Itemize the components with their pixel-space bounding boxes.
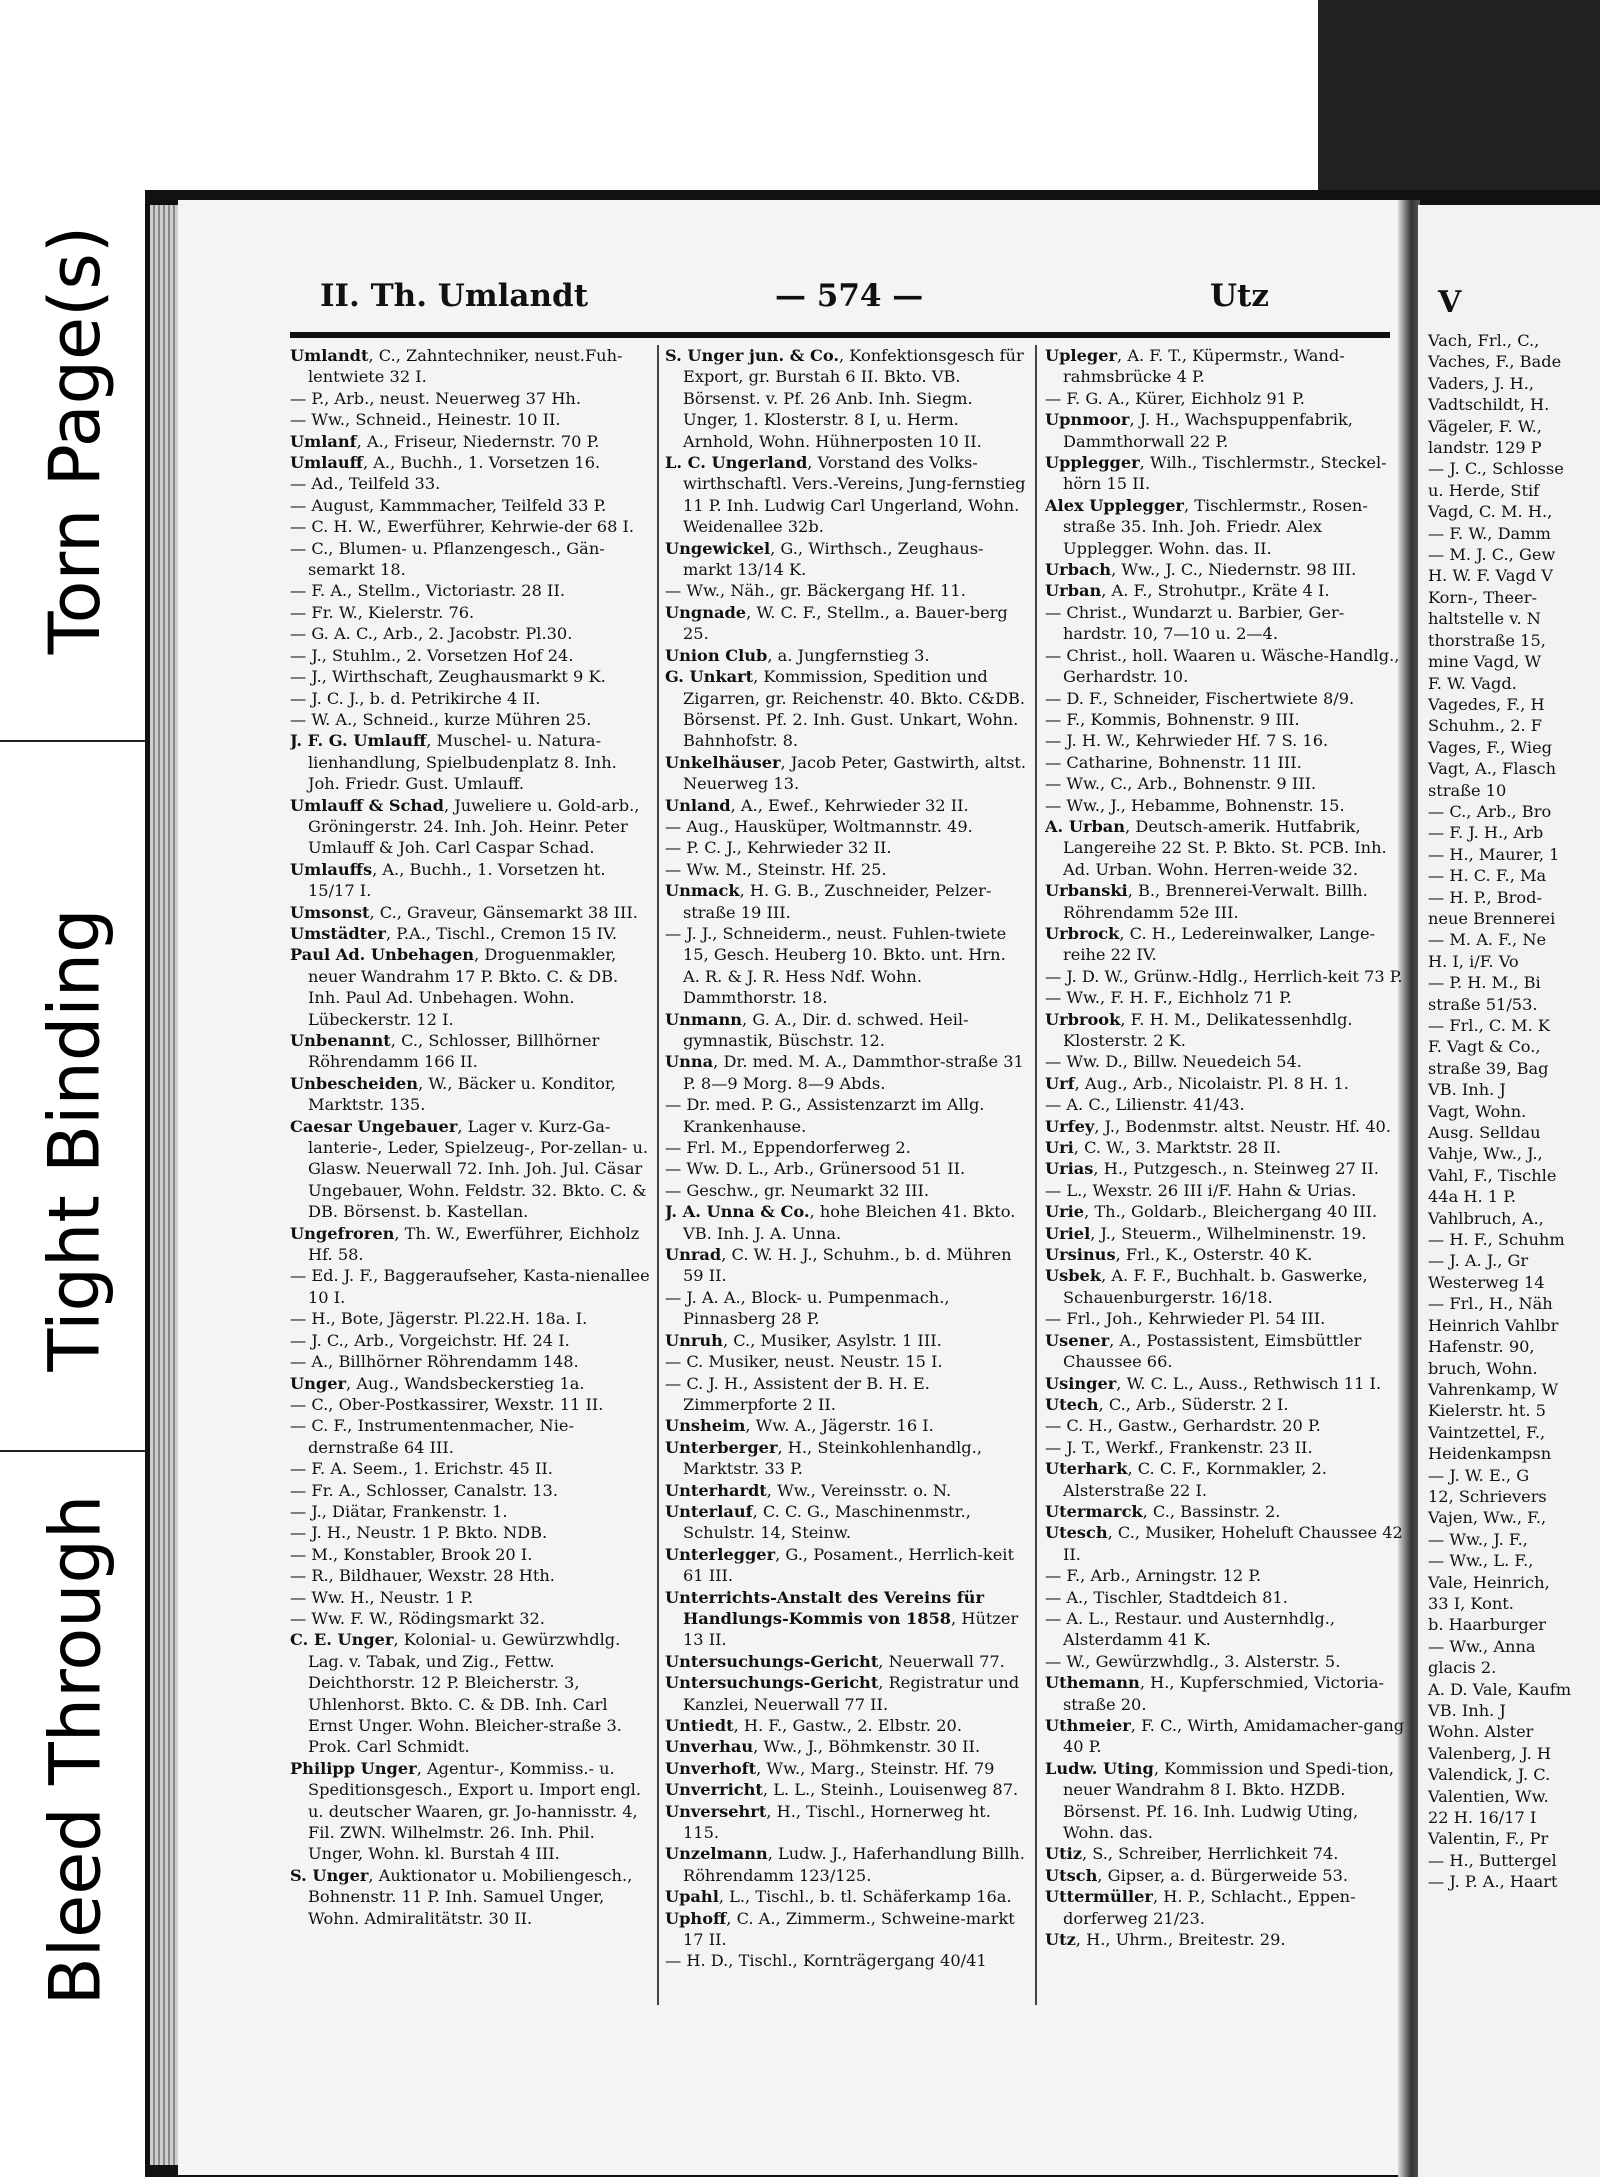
directory-entry: Uriel, J., Steuerm., Wilhelminenstr. 19. [1045, 1223, 1367, 1243]
directory-entry: Unruh, C., Musiker, Asylstr. 1 III. [665, 1330, 942, 1350]
facing-page-line: Schuhm., 2. F [1428, 716, 1543, 736]
directory-entry: Utsch, Gipser, a. d. Bürgerweide 53. [1045, 1865, 1349, 1885]
facing-page-line: 33 I, Kont. [1428, 1593, 1514, 1613]
directory-entry: J. A. Unna & Co., hohe Bleichen 41. Bkto. VB. Inh. J. A. Unna. [665, 1202, 1016, 1243]
facing-page-line: — F. W., Damm [1428, 523, 1551, 543]
directory-entry: Philipp Unger, Agentur-, Kommiss.- u. Speditionsgesch., Export u. Import engl. u. deutscher Waaren, gr. Jo-hannisstr. 4, Fil. ZWN. Wilhelmstr. 26. Inh. Phil. Unger, Wohn. kl. Burstah 4 III. [290, 1758, 641, 1864]
facing-page-header: V [1438, 285, 1462, 320]
facing-page-line: — J. A. J., Gr [1428, 1251, 1529, 1271]
directory-entry: Untersuchungs-Gericht, Registratur und Kanzlei, Neuerwall 77 II. [665, 1673, 1020, 1714]
directory-entry: L. C. Ungerland, Vorstand des Volks-wirthschaftl. Vers.-Vereins, Jung-fernstieg 11 P. Inh. Ludwig Carl Ungerland, Wohn. Weidenallee 32b. [665, 453, 1026, 537]
directory-entry: Unverricht, L. L., Steinh., Louisenweg 87. [665, 1780, 1019, 1800]
directory-entry: — D. F., Schneider, Fischertwiete 8/9. [1045, 688, 1355, 708]
directory-entry: — Ww. D., Billw. Neuedeich 54. [1045, 1052, 1302, 1072]
facing-page-line: Vahrenkamp, W [1428, 1379, 1559, 1399]
facing-page-line: Hafenstr. 90, [1428, 1337, 1535, 1357]
directory-entry: Unterlegger, G., Posament., Herrlich-keit 61 III. [665, 1544, 1014, 1586]
facing-page-line: Vajen, Ww., F., [1428, 1508, 1547, 1528]
facing-page-line: 22 H. 16/17 I [1428, 1808, 1537, 1828]
directory-entry: C. E. Unger, Kolonial- u. Gewürzwhdlg. Lag. v. Tabak, und Zig., Fettw. Deichthorstr. 12 P. Bleicherstr. 3, Uhlenhorst. Bkto. C. & DB. Inh. Carl Ernst Unger. Wohn. Bleicher-straße 3. Prok. Carl Schmidt. [290, 1630, 622, 1757]
directory-entry: — Ww. F. W., Rödingsmarkt 32. [290, 1608, 545, 1628]
facing-page-line: b. Haarburger [1428, 1615, 1547, 1635]
directory-entry: — P. C. J., Kehrwieder 32 II. [665, 838, 892, 858]
directory-entry: Urie, Th., Goldarb., Bleichergang 40 III. [1045, 1202, 1378, 1222]
directory-entry: — J., Diätar, Frankenstr. 1. [290, 1501, 508, 1521]
directory-entry: — P., Arb., neust. Neuerweg 37 Hh. [290, 388, 582, 408]
directory-entry: — C. Musiker, neust. Neustr. 15 I. [665, 1352, 943, 1372]
facing-page-line: landstr. 129 P [1428, 438, 1542, 458]
directory-entry: — J. H. W., Kehrwieder Hf. 7 S. 16. [1045, 731, 1329, 751]
directory-entry: Umsonst, C., Graveur, Gänsemarkt 38 III. [290, 902, 638, 922]
directory-entry: Usinger, W. C. L., Auss., Rethwisch 11 I. [1045, 1373, 1382, 1393]
facing-page-line: Heidenkampsn [1428, 1444, 1552, 1464]
page-header-section: II. Th. Umlandt [320, 278, 589, 314]
facing-page-line: — Frl., C. M. K [1428, 1016, 1550, 1035]
directory-entry: — August, Kammmacher, Teilfeld 33 P. [290, 495, 607, 515]
directory-entry: Umlandt, C., Zahntechniker, neust.Fuh-lentwiete 32 I. [290, 346, 623, 387]
directory-entry: — C. H., Gastw., Gerhardstr. 20 P. [1045, 1416, 1321, 1436]
directory-entry: — W. A., Schneid., kurze Mühren 25. [290, 709, 592, 729]
facing-page-line: Vach, Frl., C., [1428, 331, 1540, 350]
page-number: — 574 — [775, 278, 924, 314]
directory-entry: — Ww. M., Steinstr. Hf. 25. [665, 859, 887, 879]
label-divider [0, 740, 150, 742]
directory-entry: — Christ., holl. Waaren u. Wäsche-Handlg., Gerhardstr. 10. [1045, 645, 1400, 687]
directory-entry: Caesar Ungebauer, Lager v. Kurz-Ga-lanterie-, Leder, Spielzeug-, Por-zellan- u. Glasw. Neuerwall 72. Inh. Joh. Jul. Cäsar Ungebauer, Wohn. Feldstr. 32. Bkto. C. & DB. Börsenst. b. Kastellan. [290, 1116, 649, 1222]
facing-page-line: bruch, Wohn. [1428, 1358, 1538, 1378]
directory-entry: Unterhardt, Ww., Vereinsstr. o. N. [665, 1480, 952, 1500]
directory-entry: Utiz, S., Schreiber, Herrlichkeit 74. [1045, 1844, 1339, 1864]
column-divider [657, 345, 659, 2005]
side-label-tight-binding: Tight Binding [34, 908, 117, 1372]
facing-page-line: Korn-, Theer- [1428, 587, 1537, 607]
facing-page-line: Vale, Heinrich, [1428, 1572, 1550, 1592]
directory-entry: Unbenannt, C., Schlosser, Billhörner Röhrendamm 166 II. [290, 1031, 600, 1072]
facing-page-line: Vahlbruch, A., [1428, 1208, 1544, 1228]
directory-entry: Unkelhäuser, Jacob Peter, Gastwirth, altst. Neuerweg 13. [665, 752, 1027, 794]
facing-page-column [1428, 330, 1600, 1893]
facing-page-line: — Ww., Anna [1428, 1636, 1536, 1656]
directory-entry: Ungefroren, Th. W., Ewerführer, Eichholz Hf. 58. [290, 1223, 640, 1265]
directory-entry: Ursinus, Frl., K., Osterstr. 40 K. [1045, 1245, 1313, 1265]
facing-page-line: straße 51/53. [1428, 994, 1538, 1014]
facing-page-line: — H. F., Schuhm [1428, 1230, 1565, 1250]
directory-entry: — F. A., Stellm., Victoriastr. 28 II. [290, 581, 565, 601]
facing-page-line: — J. P. A., Haart [1428, 1872, 1558, 1892]
directory-entry: — F. A. Seem., 1. Erichstr. 45 II. [290, 1459, 553, 1479]
facing-page-line: glacis 2. [1428, 1658, 1497, 1678]
facing-page-line: — J. W. E., G [1428, 1465, 1530, 1485]
directory-entry: — A. L., Restaur. und Austernhdlg., Alsterdamm 41 K. [1045, 1608, 1336, 1650]
directory-entry: Upplegger, Wilh., Tischlermstr., Steckel-hörn 15 II. [1045, 453, 1387, 494]
directory-entry: Unland, A., Ewef., Kehrwieder 32 II. [665, 795, 969, 815]
facing-page-line: Vahl, F., Tischle [1428, 1165, 1557, 1185]
facing-page-line: Valenberg, J. H [1428, 1743, 1552, 1763]
directory-entry: Urf, Aug., Arb., Nicolaistr. Pl. 8 H. 1. [1045, 1073, 1349, 1093]
directory-entry: Urbach, Ww., J. C., Niedernstr. 98 III. [1045, 560, 1357, 580]
facing-page-line: neue Brennerei [1428, 908, 1556, 928]
directory-entry: Untiedt, H. F., Gastw., 2. Elbstr. 20. [665, 1716, 962, 1735]
directory-entry: Unterberger, H., Steinkohlenhandlg., Marktstr. 33 P. [665, 1437, 982, 1479]
facing-page-line: Valentin, F., Pr [1428, 1829, 1549, 1849]
facing-page-line: Vaches, F., Bade [1428, 352, 1562, 372]
facing-page-line: — H., Maurer, 1 [1428, 844, 1560, 864]
directory-entry: Utermarck, C., Bassinstr. 2. [1045, 1501, 1281, 1521]
directory-entry: — J. H., Neustr. 1 P. Bkto. NDB. [290, 1523, 548, 1543]
directory-entry: — J. T., Werkf., Frankenstr. 23 II. [1045, 1437, 1313, 1457]
facing-page-line: Vägeler, F. W., [1428, 416, 1542, 436]
directory-entry: — F., Arb., Arningstr. 12 P. [1045, 1566, 1262, 1586]
facing-page-line: Heinrich Vahlbr [1428, 1315, 1559, 1335]
directory-entry: — A., Tischler, Stadtdeich 81. [1045, 1587, 1288, 1607]
directory-entry: — C. J. H., Assistent der B. H. E. Zimmerpforte 2 II. [665, 1373, 930, 1414]
facing-page-line: Vadtschildt, H. [1428, 395, 1550, 415]
directory-entry: Utech, C., Arb., Süderstr. 2 I. [1045, 1394, 1289, 1414]
directory-entry: Untersuchungs-Gericht, Neuerwall 77. [665, 1651, 1005, 1671]
directory-entry: Unverhau, Ww., J., Böhmkenstr. 30 II. [665, 1737, 981, 1757]
page-stack-edge [150, 205, 180, 2165]
directory-entry: — Ww. H., Neustr. 1 P. [290, 1587, 474, 1607]
directory-entry: — C., Blumen- u. Pflanzengesch., Gän-semarkt 18. [290, 538, 605, 580]
directory-entry: Unverhoft, Ww., Marg., Steinstr. Hf. 79 [665, 1758, 995, 1778]
directory-entry: Uphoff, C. A., Zimmerm., Schweine-markt 17 II. [665, 1908, 1015, 1950]
directory-entry: — J. D. W., Grünw.-Hdlg., Herrlich-keit 73 P. [1045, 966, 1403, 986]
facing-page-line: — J. C., Schlosse [1428, 459, 1564, 479]
directory-entry: Alex Upplegger, Tischlermstr., Rosen-straße 35. Inh. Joh. Friedr. Alex Upplegger. Wohn. das. II. [1045, 495, 1368, 558]
directory-entry: Urias, H., Putzgesch., n. Steinweg 27 II. [1045, 1159, 1379, 1179]
directory-entry: — Ed. J. F., Baggeraufseher, Kasta-nienallee 10 I. [290, 1266, 650, 1307]
label-divider [0, 1450, 150, 1452]
directory-entry: Uttermüller, H. P., Schlacht., Eppen-dorferweg 21/23. [1045, 1887, 1356, 1928]
facing-page-line: straße 39, Bag [1428, 1058, 1549, 1078]
facing-page-line: — Frl., H., Näh [1428, 1294, 1553, 1314]
facing-page-line: VB. Inh. J [1428, 1701, 1506, 1720]
facing-page-line: VB. Inh. J [1428, 1080, 1506, 1100]
facing-page-line: u. Herde, Stif [1428, 480, 1540, 500]
directory-entry: — A., Billhörner Röhrendamm 148. [290, 1352, 579, 1372]
directory-entry: Umstädter, P.A., Tischl., Cremon 15 IV. [290, 923, 618, 943]
directory-entry: Umlanf, A., Friseur, Niedernstr. 70 P. [290, 431, 600, 451]
facing-page-line: — H. P., Brod- [1428, 887, 1542, 907]
directory-entry: — H., Bote, Jägerstr. Pl.22.H. 18a. I. [290, 1309, 588, 1329]
directory-entry: — Fr. A., Schlosser, Canalstr. 13. [290, 1480, 558, 1500]
directory-entry: — Ww., C., Arb., Bohnenstr. 9 III. [1045, 774, 1317, 794]
facing-page-line: Vaintzettel, F., [1428, 1422, 1546, 1442]
directory-entry: Ungewickel, G., Wirthsch., Zeughaus-markt 13/14 K. [665, 538, 984, 580]
facing-page [1418, 205, 1600, 2177]
side-label-torn-pages: Torn Page(s) [34, 225, 117, 655]
facing-page-line: mine Vagd, W [1428, 652, 1542, 672]
directory-entry: — Frl., Joh., Kehrwieder Pl. 54 III. [1045, 1309, 1326, 1329]
page-header-keyword: Utz [1210, 278, 1269, 314]
directory-entry: Unterlauf, C. C. G., Maschinenmstr., Schulstr. 14, Steinw. [665, 1501, 971, 1543]
directory-entry: Uthemann, H., Kupferschmied, Victoria-straße 20. [1045, 1673, 1384, 1714]
facing-page-line: 44a H. 1 P. [1428, 1187, 1517, 1207]
directory-entry: — Ww. D. L., Arb., Grünersood 51 II. [665, 1159, 966, 1179]
directory-entry: Utz, H., Uhrm., Breitestr. 29. [1045, 1930, 1286, 1950]
directory-entry: Umlauff & Schad, Juweliere u. Gold-arb., Gröningerstr. 24. Inh. Joh. Heinr. Peter Umlauff & Joh. Carl Caspar Schad. [290, 795, 640, 858]
directory-entry: — Aug., Hausküper, Woltmannstr. 49. [665, 816, 973, 836]
facing-page-line: thorstraße 15, [1428, 630, 1546, 650]
directory-entry: — J. J., Schneiderm., neust. Fuhlen-twiete 15, Gesch. Heuberg 10. Bkto. unt. Hrn. A. R. & J. R. Hess Ndf. Wohn. Dammthorstr. 18. [665, 923, 1007, 1008]
directory-entry: — Ww., F. H. F., Eichholz 71 P. [1045, 988, 1292, 1008]
directory-entry: Usener, A., Postassistent, Eimsbüttler Chaussee 66. [1045, 1330, 1362, 1372]
facing-page-line: Vahje, Ww., J., [1428, 1144, 1543, 1164]
directory-column-1 [290, 345, 652, 2005]
directory-entry: S. Unger jun. & Co., Konfektionsgesch für Export, gr. Burstah 6 II. Bkto. VB. Börsenst. v. Pf. 26 Anb. Inh. Siegm. Unger, 1. Klosterstr. 8 I, u. Herm. Arnhold, Wohn. Hühnerposten 10 II. [665, 346, 1024, 451]
directory-entry: — F. G. A., Kürer, Eichholz 91 P. [1045, 388, 1305, 408]
directory-entry: J. F. G. Umlauff, Muschel- u. Natura-lienhandlung, Spielbudenplatz 8. Inh. Joh. Friedr. Gust. Umlauff. [290, 731, 617, 794]
facing-page-line: A. D. Vale, Kaufm [1428, 1679, 1572, 1699]
facing-page-line: Vagd, C. M. H., [1428, 502, 1553, 522]
directory-entry: Ungnade, W. C. F., Stellm., a. Bauer-berg 25. [665, 602, 1008, 644]
header-rule [290, 332, 1390, 338]
facing-page-line: H. W. F. Vagd V [1428, 566, 1553, 586]
directory-entry: — J. A. A., Block- u. Pumpenmach., Pinnasberg 28 P. [665, 1287, 950, 1329]
directory-entry: — Catharine, Bohnenstr. 11 III. [1045, 752, 1302, 772]
directory-entry: — J., Wirthschaft, Zeughausmarkt 9 K. [290, 667, 606, 687]
facing-page-line: Vagedes, F., H [1428, 694, 1545, 714]
directory-entry: Umlauffs, A., Buchh., 1. Vorsetzen ht. 15/17 I. [290, 859, 606, 901]
directory-column-3 [1045, 345, 1407, 2005]
directory-entry: — F., Kommis, Bohnenstr. 9 III. [1045, 709, 1300, 729]
directory-entry: — C., Ober-Postkassirer, Wexstr. 11 II. [290, 1394, 604, 1414]
directory-entry: — J. C. J., b. d. Petrikirche 4 II. [290, 688, 541, 708]
directory-entry: Uri, C. W., 3. Marktstr. 28 II. [1045, 1138, 1282, 1158]
scan-background-dark [1318, 0, 1600, 190]
directory-entry: — J., Stuhlm., 2. Vorsetzen Hof 24. [290, 645, 574, 665]
facing-page-line: Ausg. Selldau [1428, 1123, 1541, 1143]
directory-entry: Upnmoor, J. H., Wachspuppenfabrik, Dammthorwall 22 P. [1045, 410, 1353, 451]
directory-entry: Union Club, a. Jungfernstieg 3. [665, 645, 930, 665]
facing-page-line: haltstelle v. N [1428, 609, 1541, 629]
directory-entry: Paul Ad. Unbehagen, Droguenmakler, neuer Wandrahm 17 P. Bkto. C. & DB. Inh. Paul Ad. Unbehagen. Wohn. Lübeckerstr. 12 I. [290, 945, 619, 1029]
directory-entry: Utesch, C., Musiker, Hoheluft Chaussee 42 II. [1045, 1523, 1403, 1564]
directory-entry: — Frl. M., Eppendorferweg 2. [665, 1138, 911, 1158]
facing-page-line: Westerweg 14 [1428, 1272, 1545, 1292]
facing-page-line: Vaders, J. H., [1428, 373, 1535, 393]
directory-entry: Ludw. Uting, Kommission und Spedi-tion, neuer Wandrahm 8 I. Bkto. HZDB. Börsenst. Pf. 16. Inh. Ludwig Uting, Wohn. das. [1045, 1758, 1394, 1843]
directory-entry: Unna, Dr. med. M. A., Dammthor-straße 31 P. 8—9 Morg. 8—9 Abds. [665, 1052, 1024, 1093]
directory-entry: Unbescheiden, W., Bäcker u. Konditor, Marktstr. 135. [290, 1073, 616, 1115]
directory-entry: — Ww., Schneid., Heinestr. 10 II. [290, 410, 561, 430]
directory-entry: — W., Gewürzwhdlg., 3. Alsterstr. 5. [1045, 1651, 1341, 1671]
facing-page-line: — M. J. C., Gew [1428, 545, 1556, 565]
facing-page-line: — H., Buttergel [1428, 1850, 1557, 1870]
facing-page-line: — H. C. F., Ma [1428, 866, 1547, 886]
facing-page-line: 12, Schrievers [1428, 1486, 1547, 1506]
facing-page-line: — C., Arb., Bro [1428, 801, 1552, 821]
directory-entry: — Dr. med. P. G., Assistenzarzt im Allg. Krankenhause. [665, 1095, 985, 1136]
directory-entry: Unversehrt, H., Tischl., Hornerweg ht. 115. [665, 1801, 991, 1843]
facing-page-line: H. I, i/F. Vo [1428, 951, 1519, 971]
facing-page-line: F. W. Vagd. [1428, 673, 1517, 693]
directory-entry: — A. C., Lilienstr. 41/43. [1045, 1095, 1245, 1115]
directory-entry: G. Unkart, Kommission, Spedition und Zigarren, gr. Reichenstr. 40. Bkto. C&DB. Börsenst. Pf. 2. Inh. Gust. Unkart, Wohn. Bahnhofstr. 8. [665, 667, 1025, 751]
facing-page-line: straße 10 [1428, 780, 1507, 800]
directory-entry: Unger, Aug., Wandsbeckerstieg 1a. [290, 1373, 585, 1393]
directory-entry: Unrad, C. W. H. J., Schuhm., b. d. Mühren 59 II. [665, 1245, 1012, 1286]
directory-entry: Umlauff, A., Buchh., 1. Vorsetzen 16. [290, 453, 601, 473]
directory-entry: S. Unger, Auktionator u. Mobiliengesch., Bohnenstr. 11 P. Inh. Samuel Unger, Wohn. Admiralitätstr. 30 II. [290, 1865, 633, 1928]
directory-entry: — Christ., Wundarzt u. Barbier, Ger-hardstr. 10, 7—10 u. 2—4. [1045, 602, 1345, 644]
directory-entry: Usbek, A. F. F., Buchhalt. b. Gaswerke, Schauenburgerstr. 16/18. [1045, 1266, 1368, 1307]
directory-entry: Unmack, H. G. B., Zuschneider, Pelzer-straße 19 III. [665, 881, 992, 922]
directory-entry: — C. F., Instrumentenmacher, Nie-dernstraße 64 III. [290, 1416, 574, 1457]
directory-entry: — L., Wexstr. 26 III i/F. Hahn & Urias. [1045, 1180, 1357, 1200]
facing-page-line: Kielerstr. ht. 5 [1428, 1401, 1546, 1421]
directory-entry: — G. A. C., Arb., 2. Jacobstr. Pl.30. [290, 624, 573, 644]
facing-page-line: Vagt, Wohn. [1428, 1101, 1527, 1121]
directory-entry: Urbanski, B., Brennerei-Verwalt. Billh. Röhrendamm 52e III. [1045, 881, 1368, 922]
facing-page-line: — M. A. F., Ne [1428, 930, 1547, 950]
directory-entry: — Geschw., gr. Neumarkt 32 III. [665, 1180, 930, 1200]
facing-page-line: Valentien, Ww. [1428, 1786, 1549, 1806]
facing-page-line: Wohn. Alster [1428, 1722, 1534, 1742]
facing-page-line: Vages, F., Wieg [1428, 737, 1553, 757]
directory-entry: Uthmeier, F. C., Wirth, Amidamacher-gang 40 P. [1045, 1716, 1405, 1757]
directory-entry: Unzelmann, Ludw. J., Haferhandlung Billh. Röhrendamm 123/125. [665, 1844, 1025, 1885]
directory-entry: Upahl, L., Tischl., b. tl. Schäferkamp 16a. [665, 1887, 1012, 1907]
directory-entry: Unmann, G. A., Dir. d. schwed. Heil-gymnastik, Büschstr. 12. [665, 1009, 969, 1050]
directory-entry: — Ww., Näh., gr. Bäckergang Hf. 11. [665, 581, 966, 601]
facing-page-line: F. Vagt & Co., [1428, 1037, 1541, 1057]
directory-entry: — M., Konstabler, Brook 20 I. [290, 1544, 533, 1564]
directory-entry: — Ww., J., Hebamme, Bohnenstr. 15. [1045, 795, 1345, 815]
directory-entry: — Ad., Teilfeld 33. [290, 474, 441, 494]
side-label-bleed-through: Bleed Through [34, 1494, 116, 2006]
facing-page-line: — P. H. M., Bi [1428, 973, 1541, 993]
directory-entry: — C. H. W., Ewerführer, Kehrwie-der 68 I. [290, 517, 635, 537]
directory-column-2 [665, 345, 1027, 2005]
directory-entry: Urbrook, F. H. M., Delikatessenhdlg. Klosterstr. 2 K. [1045, 1009, 1353, 1050]
directory-entry: Urbrock, C. H., Ledereinwalker, Lange-reihe 22 IV. [1045, 923, 1376, 965]
directory-entry: — H. D., Tischl., Kornträgergang 40/41 [665, 1951, 987, 1971]
column-divider [1035, 345, 1037, 2005]
directory-entry: — R., Bildhauer, Wexstr. 28 Hth. [290, 1566, 555, 1586]
directory-entry: — J. C., Arb., Vorgeichstr. Hf. 24 I. [290, 1330, 570, 1350]
directory-entry: Upleger, A. F. T., Küpermstr., Wand-rahmsbrücke 4 P. [1045, 346, 1345, 387]
facing-page-line: Vagt, A., Flasch [1428, 759, 1556, 779]
facing-page-line: — Ww., L. F., [1428, 1551, 1534, 1571]
facing-page-line: — F. J. H., Arb [1428, 823, 1544, 843]
directory-entry: Unsheim, Ww. A., Jägerstr. 16 I. [665, 1416, 934, 1436]
directory-entry: Urfey, J., Bodenmstr. altst. Neustr. Hf. 40. [1045, 1116, 1391, 1136]
directory-entry: A. Urban, Deutsch-amerik. Hutfabrik, Langereihe 22 St. P. Bkto. St. PCB. Inh. Ad. Urban. Wohn. Herren-weide 32. [1045, 816, 1387, 879]
directory-entry: Uterhark, C. C. F., Kornmakler, 2. Alsterstraße 22 I. [1045, 1459, 1327, 1500]
directory-entry: Urban, A. F., Strohutpr., Kräte 4 I. [1045, 581, 1330, 601]
directory-entry: — Fr. W., Kielerstr. 76. [290, 602, 475, 622]
facing-page-line: — Ww., J. F., [1428, 1529, 1528, 1549]
facing-page-line: Valendick, J. C. [1428, 1765, 1551, 1785]
directory-entry: Unterrichts-Anstalt des Vereins für Handlungs-Kommis von 1858, Hützer 13 II. [665, 1587, 1019, 1650]
